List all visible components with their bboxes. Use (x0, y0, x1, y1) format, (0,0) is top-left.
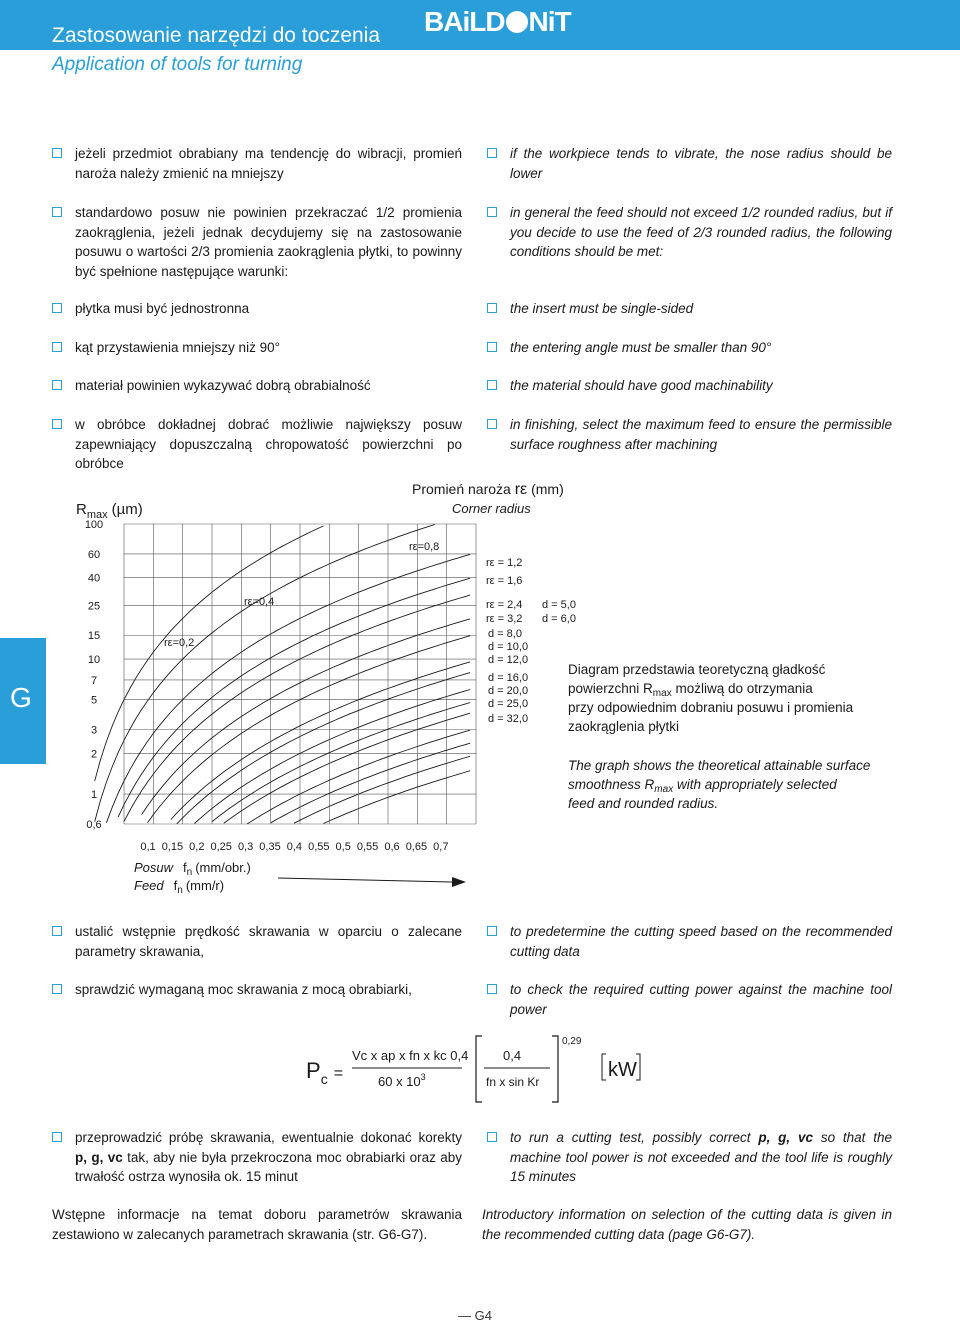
checkbox-icon (487, 148, 497, 158)
checkbox-icon (487, 984, 497, 994)
d-label: d = 5,0 (542, 599, 576, 611)
chart-desc-pl-2: powierzchni $R_{max}$ możliwą do otrzymania (568, 681, 813, 699)
checkbox-icon (487, 207, 497, 217)
bullet-bottom-pl: przeprowadzić próbę skrawania, ewentualnie dokonać korekty p, g, vc tak, aby nie była przekroczona moc obrabiarki oraz aby trwałość ostrza wynosiła ok. 15 minut (52, 1128, 462, 1187)
bullet-pl-3: płytka musi być jednostronna (52, 299, 462, 319)
y-tick-label: 100 (84, 519, 104, 531)
checkbox-icon (487, 342, 497, 352)
bullet-mid-pl-2: sprawdzić wymaganą moc skrawania z mocą obrabiarki, (52, 980, 462, 1000)
closing-en: Introductory information on selection of the cutting data is given in the recommended cutting data (page G6-G7). (482, 1207, 892, 1242)
top-title-en: Corner radius (452, 501, 531, 516)
x-tick-label: 0,55 (356, 841, 379, 853)
chart-desc-en-1: The graph shows the theoretical attainable surface (568, 758, 871, 773)
radius-curve (171, 662, 470, 820)
formula-unit: kW (608, 1059, 637, 1081)
page-number: — G4 (458, 1308, 492, 1323)
x-tick-label: 0,3 (237, 841, 254, 853)
d-label: d = 20,0 (488, 685, 529, 697)
x-tick-label: 0,65 (405, 841, 428, 853)
chart-desc-en-3: feed and rounded radius. (568, 796, 719, 811)
x-tick-label: 0,6 (384, 841, 400, 853)
d-label: d = 25,0 (488, 698, 529, 710)
checkbox-icon (52, 984, 62, 994)
bracket-right (552, 1036, 558, 1102)
bullet-pl-6: w obróbce dokładnej dobrać możliwie największy posuw zapewniający dopuszczalną chropowatość powierzchni po obróbce (52, 415, 462, 474)
x-tick-label: 0,2 (189, 841, 205, 853)
d-label: d = 16,0 (488, 672, 529, 684)
y-tick-label: 0,6 (86, 819, 102, 831)
checkbox-icon (487, 926, 497, 936)
d-label: d = 10,0 (488, 641, 529, 653)
d-label: d = 12,0 (488, 654, 529, 666)
bullet-pl-2: standardowo posuw nie powinien przekraczać 1/2 promienia zaokrąglenia, jeżeli jednak decydujemy się na zastosowanie posuwu o wartości 2/3 promienia zaokrąglenia płytki, to powinny być spełnione następujące warunki: (52, 203, 462, 281)
bullet-en-6: in finishing, select the maximum feed to ensure the permissible surface roughness after machining (487, 415, 892, 454)
y-tick-label: 60 (87, 548, 101, 561)
x-axis-title-en: Feed $f_n$ (mm/r) (134, 878, 225, 896)
radius-label: rε = 3,2 (486, 613, 523, 625)
d-label: d = 8,0 (488, 628, 522, 640)
checkbox-icon (487, 419, 497, 429)
power-formula (300, 1028, 670, 1108)
radius-label: rε = 2,4 (486, 599, 523, 611)
x-tick-label: 0,25 (210, 841, 232, 853)
y-tick-label: 40 (87, 572, 101, 585)
chart-desc-en-2: smoothness $R_{max}$ with appropriately selected (568, 777, 837, 795)
y-tick-labels (85, 519, 103, 831)
bullet-en-5: the material should have good machinability (487, 376, 892, 396)
x-tick-label: 0,7 (433, 841, 449, 853)
checkbox-icon (52, 342, 62, 352)
radius-curve (271, 743, 470, 823)
roughness-chart (52, 478, 912, 898)
top-title: Promień naroża rε (mm) (412, 481, 564, 498)
checkbox-icon (52, 419, 62, 429)
checkbox-icon (487, 1132, 497, 1142)
bracket-left (476, 1036, 482, 1102)
formula-numerator: Vc x ap x fn x kc 0,4 (352, 1048, 469, 1063)
feed-arrow-line (278, 878, 452, 882)
bullet-mid-pl-1: ustalić wstępnie prędkość skrawania w oparciu o zalecane parametry skrawania, (52, 922, 462, 961)
x-tick-label: 0,15 (161, 841, 184, 853)
feed-arrow-head (452, 877, 466, 887)
y-tick-label: 7 (90, 674, 98, 687)
x-tick-labels (140, 841, 448, 853)
bullet-en-1: if the workpiece tends to vibrate, the nose radius should be lower (487, 144, 892, 183)
y-tick-label: 2 (90, 748, 98, 761)
x-tick-label: 0,55 (308, 841, 330, 853)
curve-label-08: rε=0,8 (409, 541, 440, 553)
closing-pl: Wstępne informacje na temat doboru parametrów skrawania zestawiono w zalecanych parametrach skrawania (str. G6-G7). (52, 1207, 462, 1242)
bullet-en-2: in general the feed should not exceed 1/2 rounded radius, but if you decide to use the feed of 2/3 rounded radius, the following conditions should be met: (487, 203, 892, 262)
checkbox-icon (52, 1132, 62, 1142)
curve-label-02: rε=0,2 (164, 637, 195, 649)
formula-exponent: 0,29 (562, 1036, 582, 1047)
chart-desc-pl-1: Diagram przedstawia teoretyczną gładkość (568, 662, 826, 677)
chart-desc-pl-4: zaokrąglenia płytki (568, 719, 680, 734)
d-label: d = 6,0 (542, 613, 576, 625)
bullet-bottom-en: to run a cutting test, possibly correct p, g, vc so that the machine tool power is not exceeded and the tool life is roughly 15 minutes (487, 1128, 892, 1187)
formula-lhs: $P_c$ = (306, 1058, 344, 1087)
checkbox-icon (52, 148, 62, 158)
section-tab: G (0, 638, 46, 764)
bullet-pl-1: jeżeli przedmiot obrabiany ma tendencję do wibracji, promień naroża należy zmienić na mniejszy (52, 144, 462, 183)
checkbox-icon (52, 380, 62, 390)
radius-label: rε = 1,2 (486, 557, 523, 569)
checkbox-icon (52, 303, 62, 313)
unit-bracket-left (602, 1054, 606, 1080)
radius-curve (324, 771, 471, 824)
bullet-en-4: the entering angle must be smaller than 90° (487, 338, 892, 358)
y-tick-label: 3 (90, 724, 98, 737)
y-tick-label: 5 (90, 694, 98, 707)
y-tick-label: 10 (87, 654, 101, 667)
page-subtitle: Application of tools for turning (52, 54, 303, 75)
radius-curve (212, 703, 470, 822)
y-axis-title: $R_{max}$ (µm) (76, 501, 143, 521)
bracket-numerator: 0,4 (503, 1048, 522, 1063)
radius-label: rε = 1,6 (486, 575, 523, 587)
checkbox-icon (487, 303, 497, 313)
brand-logo: BAiLD NiT (424, 6, 571, 37)
x-tick-label: 0,35 (259, 841, 281, 853)
bullet-pl-4: kąt przystawienia mniejszy niż 90° (52, 338, 462, 358)
curve-label-04: rε=0,4 (244, 596, 275, 608)
x-tick-label: 0,1 (140, 841, 156, 853)
radius-curve (95, 525, 435, 822)
checkbox-icon (52, 926, 62, 936)
bullet-mid-en-1: to predetermine the cutting speed based on the recommended cutting data (487, 922, 892, 961)
x-tick-label: 0,4 (286, 841, 303, 853)
page-header (0, 0, 960, 90)
page-title: Zastosowanie narzędzi do toczenia (52, 24, 381, 47)
formula-denominator: 60 x $10^3$ (378, 1072, 426, 1089)
chart-desc-pl-3: przy odpowiednim dobraniu posuwu i promienia (568, 700, 854, 715)
chart-curves (95, 525, 470, 824)
x-tick-label: 0,5 (335, 841, 351, 853)
bracket-denominator: fn x sin Kr (486, 1075, 540, 1089)
bullet-en-3: the insert must be single-sided (487, 299, 892, 319)
bullet-pl-5: materiał powinien wykazywać dobrą obrabialność (52, 376, 462, 396)
x-axis-title-pl: Posuw $f_n$ (mm/obr.) (134, 860, 251, 878)
checkbox-icon (52, 207, 62, 217)
radius-curve (294, 756, 470, 823)
y-tick-label: 1 (90, 789, 98, 802)
radius-curve (95, 526, 324, 781)
y-tick-label: 25 (87, 600, 101, 613)
d-label: d = 32,0 (488, 713, 529, 725)
y-tick-label: 15 (87, 630, 101, 643)
bullet-mid-en-2: to check the required cutting power against the machine tool power (487, 980, 892, 1019)
checkbox-icon (487, 380, 497, 390)
radius-curve (194, 690, 470, 824)
